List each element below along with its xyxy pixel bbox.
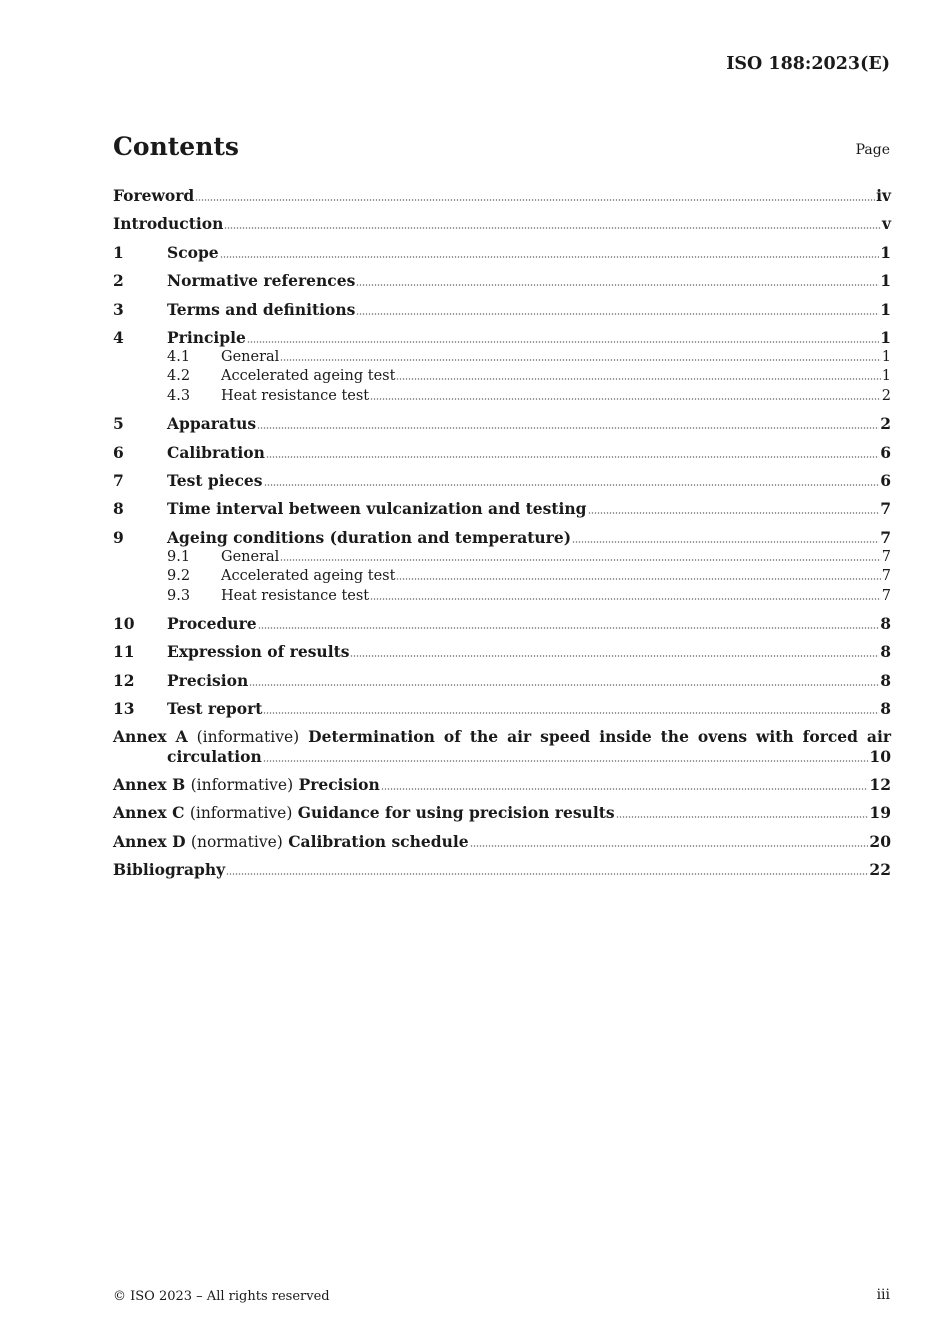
toc-entry-page: 22 bbox=[869, 860, 891, 879]
toc-entry-page: 12 bbox=[869, 775, 891, 794]
toc-entry-bibliography[interactable] bbox=[113, 860, 891, 880]
contents-title: Contents bbox=[113, 132, 240, 161]
toc-entry-title: Accelerated ageing test bbox=[221, 568, 396, 584]
annex-label: Annex B bbox=[113, 775, 186, 794]
toc-entry-section-1[interactable] bbox=[113, 243, 891, 263]
toc-entry-section-10[interactable] bbox=[113, 614, 891, 634]
dot-leader bbox=[220, 256, 880, 258]
toc-entry-page: 1 bbox=[881, 368, 891, 384]
dot-leader bbox=[616, 816, 869, 818]
toc-entry-title: Foreword bbox=[113, 186, 195, 205]
toc-entry-introduction[interactable] bbox=[113, 214, 891, 234]
toc-entry-section-9-3[interactable] bbox=[113, 587, 891, 606]
annex-title: Determination of the air speed inside the ovens with forced air bbox=[308, 727, 892, 746]
toc-entry-number: 1 bbox=[113, 243, 124, 262]
toc-entry-foreword[interactable] bbox=[113, 186, 891, 206]
toc-entry-page: 7 bbox=[881, 588, 891, 604]
toc-entry-section-2[interactable] bbox=[113, 271, 891, 291]
toc-entry-number: 10 bbox=[113, 614, 135, 633]
dot-leader bbox=[396, 578, 880, 580]
toc-entry-number: 4 bbox=[113, 328, 124, 347]
annex-label: Annex D bbox=[113, 832, 186, 851]
toc-entry-title: Ageing conditions (duration and temperature) bbox=[167, 528, 572, 547]
annex-title: Guidance for using precision results bbox=[297, 803, 615, 822]
toc-entry-page: 2 bbox=[881, 388, 891, 404]
toc-entry-section-11[interactable] bbox=[113, 642, 891, 662]
toc-entry-number: 6 bbox=[113, 443, 124, 462]
page-column-label: Page bbox=[855, 142, 890, 158]
toc-entry-page: 1 bbox=[880, 328, 891, 347]
toc-entry-page: v bbox=[881, 214, 891, 233]
dot-leader bbox=[470, 845, 869, 847]
toc-entry-section-13[interactable] bbox=[113, 699, 891, 719]
toc-entry-title: Principle bbox=[167, 328, 246, 347]
toc-entry-page: 2 bbox=[880, 414, 891, 433]
toc-entry-title: Test report bbox=[167, 699, 263, 718]
toc-entry-number: 3 bbox=[113, 300, 124, 319]
toc-entry-page: 20 bbox=[869, 832, 891, 851]
toc-entry-number: 9 bbox=[113, 528, 124, 547]
toc-entry-page: 8 bbox=[880, 642, 891, 661]
toc-entry-title: Precision bbox=[167, 671, 249, 690]
dot-leader bbox=[370, 598, 881, 600]
toc-entry-page: 6 bbox=[880, 471, 891, 490]
toc-entry-number: 4.3 bbox=[167, 388, 191, 404]
dot-leader bbox=[257, 427, 879, 429]
footer-copyright: © ISO 2023 – All rights reserved bbox=[113, 1289, 330, 1304]
toc-entry-title: Test pieces bbox=[167, 471, 263, 490]
toc-entry-section-7[interactable] bbox=[113, 471, 891, 491]
document-id: ISO 188:2023(E) bbox=[726, 54, 890, 74]
dot-leader bbox=[263, 760, 869, 762]
toc-entry-title: Time interval between vulcanization and testing bbox=[167, 499, 587, 518]
toc-entry-title: Introduction bbox=[113, 214, 224, 233]
toc-entry-title: Apparatus bbox=[167, 414, 257, 433]
toc-entry-page: 7 bbox=[880, 528, 891, 547]
toc-entry-page: 1 bbox=[881, 349, 891, 365]
dot-leader bbox=[280, 359, 880, 361]
toc-entry-title: Procedure bbox=[167, 614, 257, 633]
dot-leader bbox=[588, 512, 880, 514]
dot-leader bbox=[258, 627, 880, 629]
toc-entry-section-4-2[interactable] bbox=[113, 367, 891, 386]
dot-leader bbox=[249, 684, 879, 686]
toc-entry-section-4-1[interactable] bbox=[113, 348, 891, 367]
toc-entry-page: 1 bbox=[880, 300, 891, 319]
toc-entry-title: Accelerated ageing test bbox=[221, 368, 396, 384]
toc-entry-section-4[interactable] bbox=[113, 328, 891, 348]
toc-entry-number: 2 bbox=[113, 271, 124, 290]
toc-entry-title: General bbox=[221, 549, 280, 565]
toc-entry-page: 8 bbox=[880, 614, 891, 633]
toc-entry-number: 12 bbox=[113, 671, 135, 690]
dot-leader bbox=[381, 788, 869, 790]
toc-entry-title: Calibration bbox=[167, 443, 265, 462]
toc-entry-title: Terms and definitions bbox=[167, 300, 356, 319]
toc-entry-page: 8 bbox=[880, 699, 891, 718]
toc-entry-page: 7 bbox=[880, 499, 891, 518]
toc-entry-number: 5 bbox=[113, 414, 124, 433]
toc-entry-page: 6 bbox=[880, 443, 891, 462]
footer-page-number: iii bbox=[876, 1287, 890, 1303]
annex-type: (normative) bbox=[190, 833, 283, 851]
dot-leader bbox=[370, 398, 881, 400]
toc-entry-section-9-2[interactable] bbox=[113, 567, 891, 586]
toc-entry-title: Expression of results bbox=[167, 642, 350, 661]
dot-leader bbox=[280, 559, 880, 561]
toc-entry-page: 8 bbox=[880, 671, 891, 690]
toc-entry-number: 9.3 bbox=[167, 588, 191, 604]
dot-leader bbox=[224, 227, 881, 229]
dot-leader bbox=[247, 341, 879, 343]
toc-entry-page: 1 bbox=[880, 271, 891, 290]
toc-entry-title: General bbox=[221, 349, 280, 365]
toc-entry-page: 10 bbox=[869, 747, 891, 766]
dot-leader bbox=[572, 541, 879, 543]
toc-entry-section-9[interactable] bbox=[113, 528, 891, 548]
toc-entry-section-4-3[interactable] bbox=[113, 387, 891, 406]
toc-entry-section-3[interactable] bbox=[113, 300, 891, 320]
dot-leader bbox=[356, 313, 879, 315]
annex-title: Precision bbox=[298, 775, 380, 794]
dot-leader bbox=[264, 484, 880, 486]
dot-leader bbox=[356, 284, 879, 286]
toc-entry-page: 7 bbox=[881, 549, 891, 565]
toc-entry-number: 9.1 bbox=[167, 549, 191, 565]
annex-label: Annex A bbox=[113, 727, 188, 746]
dot-leader bbox=[266, 456, 879, 458]
dot-leader bbox=[396, 378, 880, 380]
toc-entry-number: 7 bbox=[113, 471, 124, 490]
annex-type: (informative) bbox=[190, 776, 294, 794]
toc-entry-page: iv bbox=[876, 186, 891, 205]
toc-entry-section-5[interactable] bbox=[113, 414, 891, 434]
toc-entry-title: Heat resistance test bbox=[221, 588, 370, 604]
toc-entry-number: 9.2 bbox=[167, 568, 191, 584]
annex-a-first-line bbox=[113, 727, 891, 747]
toc-entry-page: 1 bbox=[880, 243, 891, 262]
toc-entry-page: 19 bbox=[869, 803, 891, 822]
annex-type: (informative) bbox=[189, 804, 293, 822]
annex-label: Annex C bbox=[113, 803, 185, 822]
toc-entry-annex-c[interactable] bbox=[113, 803, 891, 823]
toc-entry-section-6[interactable] bbox=[113, 443, 891, 463]
dot-leader bbox=[195, 199, 875, 201]
toc-entry-annex-d[interactable] bbox=[113, 832, 891, 852]
toc-entry-annex-b[interactable] bbox=[113, 775, 891, 795]
toc-entry-section-9-1[interactable] bbox=[113, 548, 891, 567]
toc-entry-page: 7 bbox=[881, 568, 891, 584]
toc-entry-title: Normative references bbox=[167, 271, 356, 290]
annex-title: Calibration schedule bbox=[288, 832, 469, 851]
dot-leader bbox=[226, 873, 868, 875]
toc-entry-number: 8 bbox=[113, 499, 124, 518]
toc-entry-title: Bibliography bbox=[113, 860, 226, 879]
toc-entry-number: 4.1 bbox=[167, 349, 191, 365]
annex-type: (informative) bbox=[196, 728, 300, 746]
toc-entry-section-12[interactable] bbox=[113, 671, 891, 691]
annex-a-second-line bbox=[113, 747, 891, 767]
toc-entry-title: Heat resistance test bbox=[221, 388, 370, 404]
dot-leader bbox=[263, 712, 879, 714]
dot-leader bbox=[350, 655, 879, 657]
toc-entry-title: Scope bbox=[167, 243, 219, 262]
toc-entry-section-8[interactable] bbox=[113, 499, 891, 519]
toc-entry-number: 13 bbox=[113, 699, 135, 718]
annex-title-continued: circulation bbox=[167, 747, 262, 766]
toc-entry-number: 11 bbox=[113, 642, 135, 661]
toc-entry-number: 4.2 bbox=[167, 368, 191, 384]
